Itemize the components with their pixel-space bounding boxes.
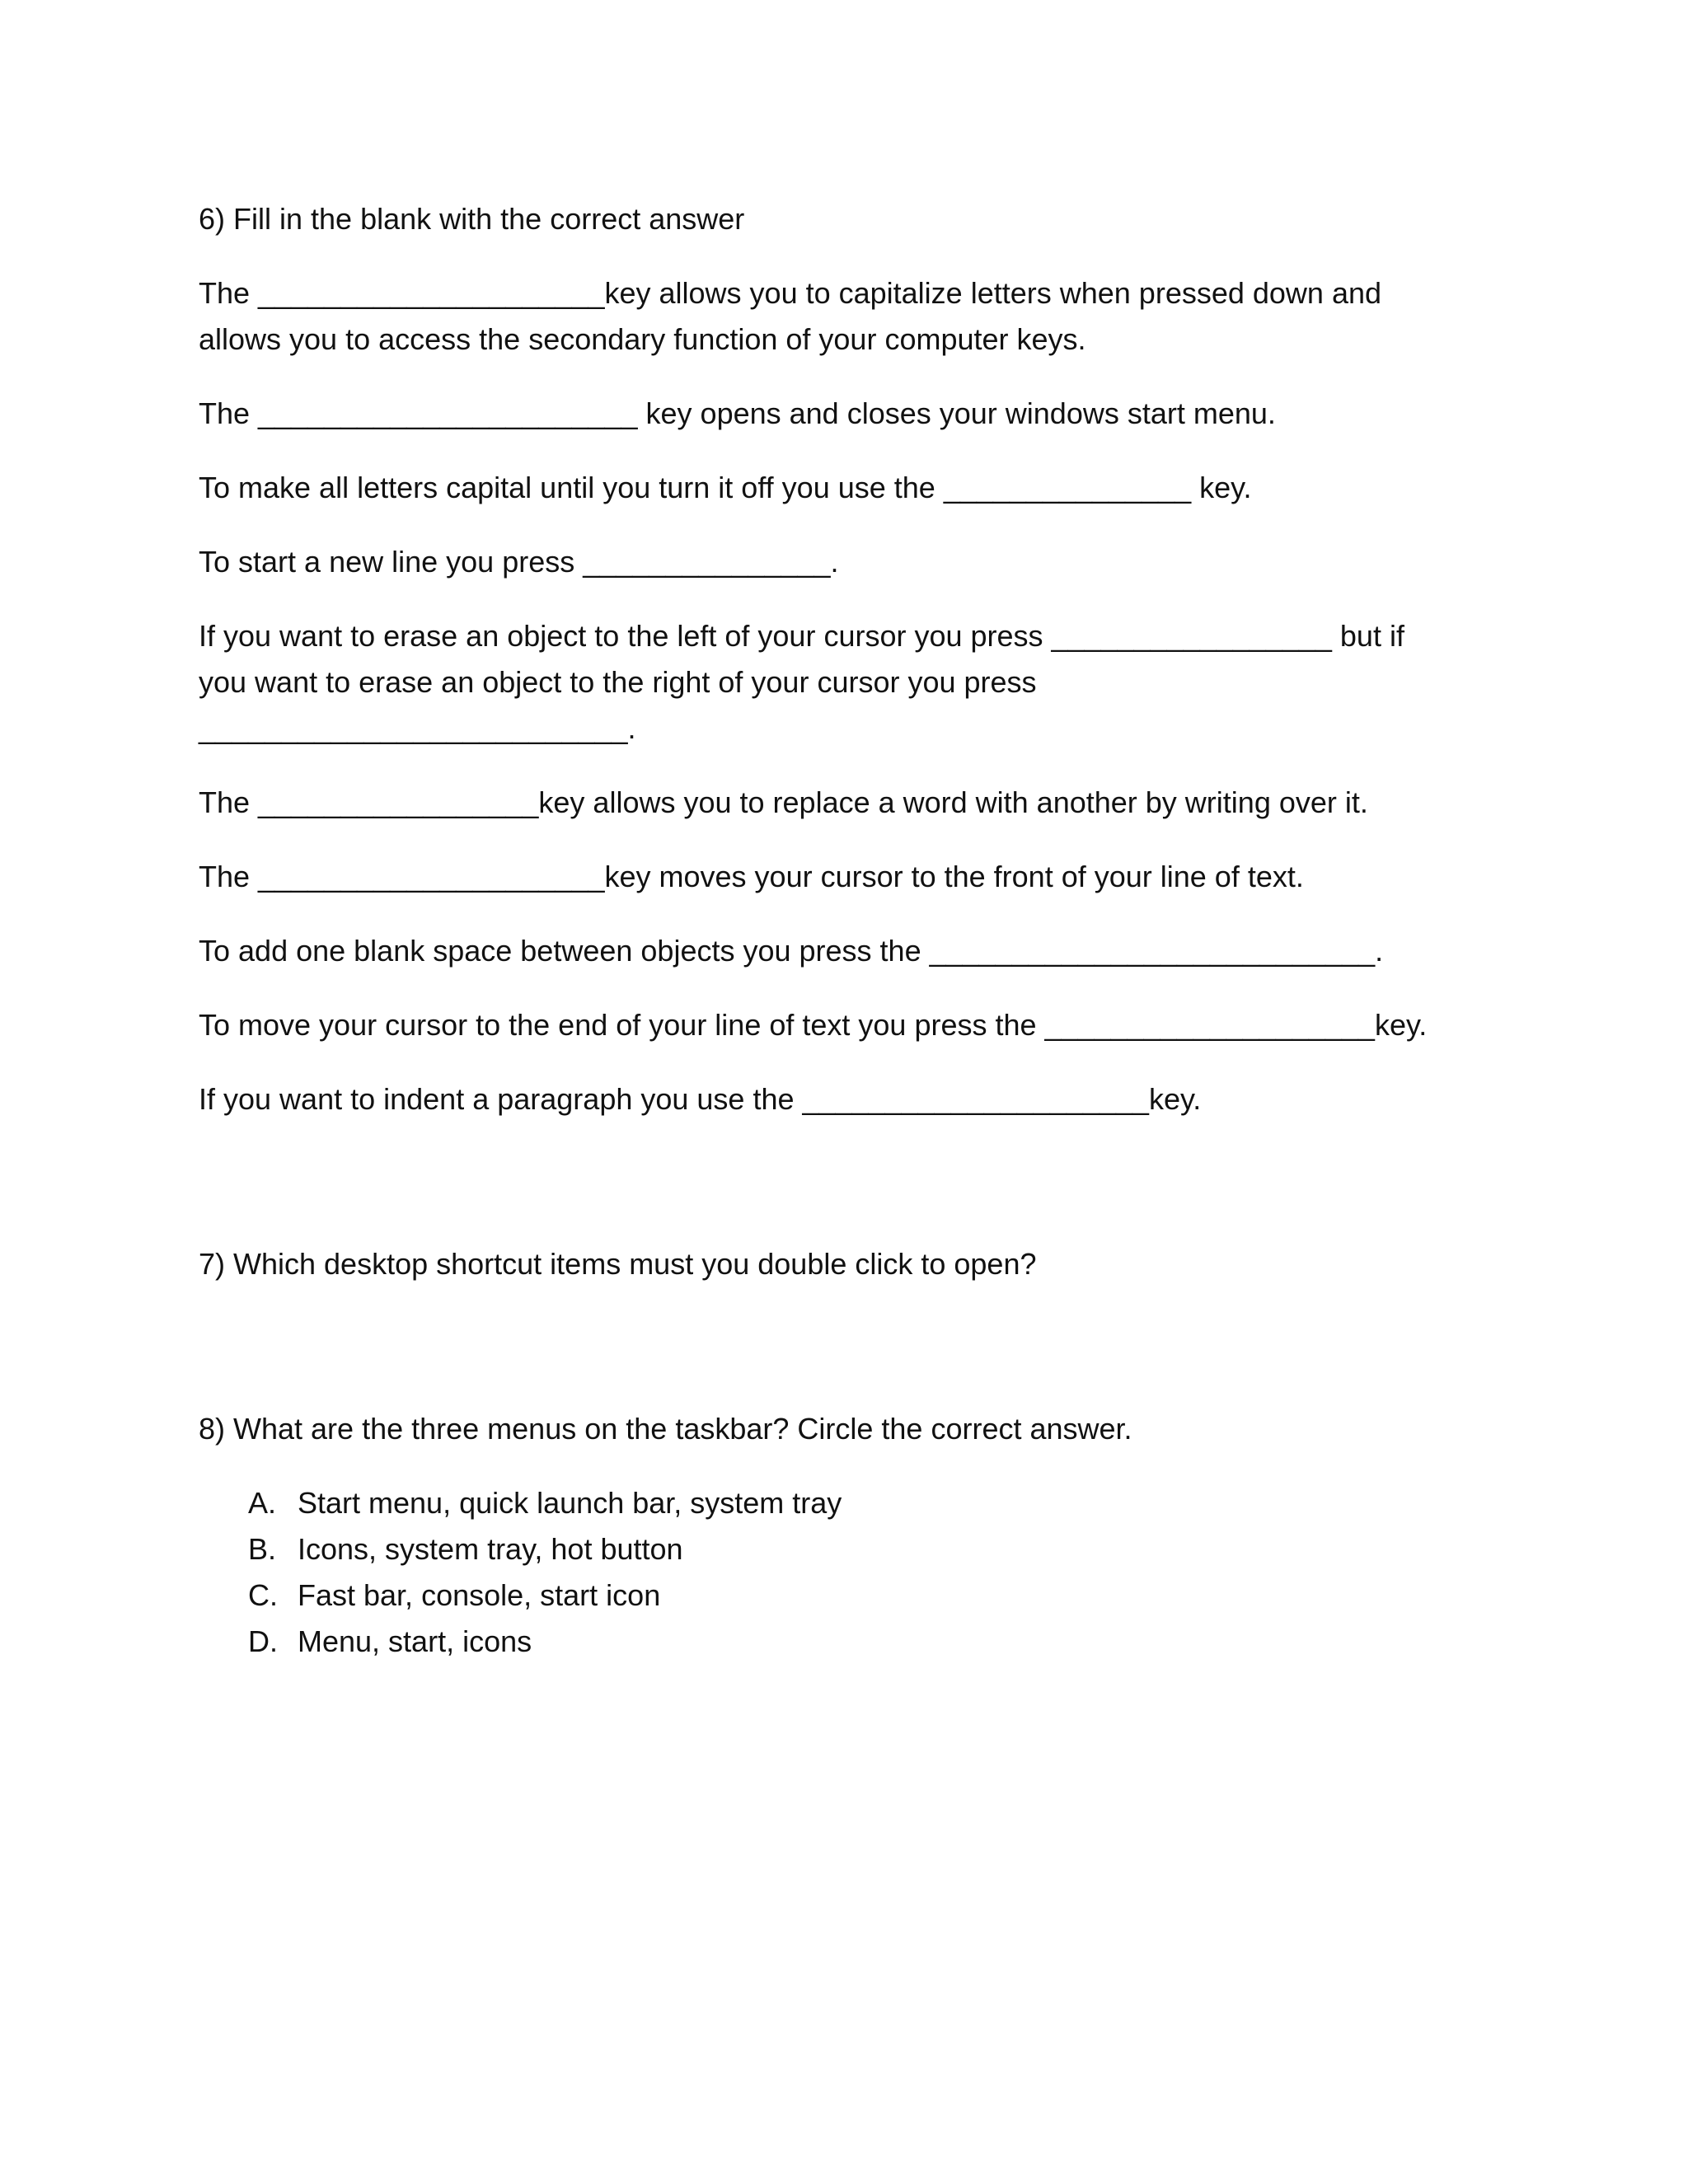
option-letter: B.: [248, 1532, 277, 1566]
fill-in-item: [199, 391, 1534, 437]
option-letter: A.: [248, 1486, 277, 1520]
question-7-heading: 7) Which desktop shortcut items must you double click to open?: [199, 1247, 1037, 1281]
fill-in-item: [199, 1002, 1534, 1048]
fill-in-item: [199, 854, 1534, 900]
fill-in-line: If you want to indent a paragraph you use the _____________________key.: [199, 1082, 1202, 1116]
fill-in-item: [199, 613, 1534, 752]
answer-option[interactable]: [248, 1619, 1534, 1665]
fill-in-item: [199, 539, 1534, 585]
option-text: Start menu, quick launch bar, system tray: [298, 1486, 842, 1520]
answer-option[interactable]: [248, 1526, 1534, 1572]
option-letter: D.: [248, 1624, 278, 1658]
answer-options-list: [199, 1480, 1534, 1665]
fill-in-line: To add one blank space between objects you press the ___________________________.: [199, 934, 1384, 968]
fill-in-line: If you want to erase an object to the left of your cursor you press _________________ but if: [199, 619, 1404, 653]
fill-in-item: [199, 270, 1534, 363]
fill-in-line: allows you to access the secondary function of your computer keys.: [199, 322, 1086, 356]
answer-option[interactable]: [248, 1480, 1534, 1526]
fill-in-line: you want to erase an object to the right of your cursor you press: [199, 665, 1037, 699]
fill-in-line: To move your cursor to the end of your line of text you press the ____________________key.: [199, 1008, 1428, 1042]
question-8-heading: 8) What are the three menus on the taskbar? Circle the correct answer.: [199, 1412, 1132, 1446]
fill-in-item: [199, 928, 1534, 974]
answer-option[interactable]: [248, 1572, 1534, 1619]
fill-in-line: The _________________key allows you to replace a word with another by writing over it.: [199, 785, 1368, 819]
fill-in-line: __________________________.: [199, 711, 636, 745]
worksheet-page: [199, 196, 1534, 1665]
option-text: Fast bar, console, start icon: [298, 1578, 661, 1612]
fill-in-line: To start a new line you press _______________.: [199, 545, 839, 579]
fill-in-line: The _____________________key allows you to capitalize letters when pressed down and: [199, 276, 1382, 310]
fill-in-line: The _____________________key moves your cursor to the front of your line of text.: [199, 860, 1304, 893]
option-letter: C.: [248, 1578, 278, 1612]
fill-in-line: To make all letters capital until you turn it off you use the _______________ key.: [199, 471, 1252, 504]
fill-in-item: [199, 780, 1534, 826]
fill-in-item: [199, 1076, 1534, 1122]
question-6-heading: 6) Fill in the blank with the correct answer: [199, 202, 745, 236]
fill-in-item: [199, 465, 1534, 511]
option-text: Icons, system tray, hot button: [298, 1532, 683, 1566]
fill-in-line: The _______________________ key opens and closes your windows start menu.: [199, 396, 1276, 430]
option-text: Menu, start, icons: [298, 1624, 532, 1658]
